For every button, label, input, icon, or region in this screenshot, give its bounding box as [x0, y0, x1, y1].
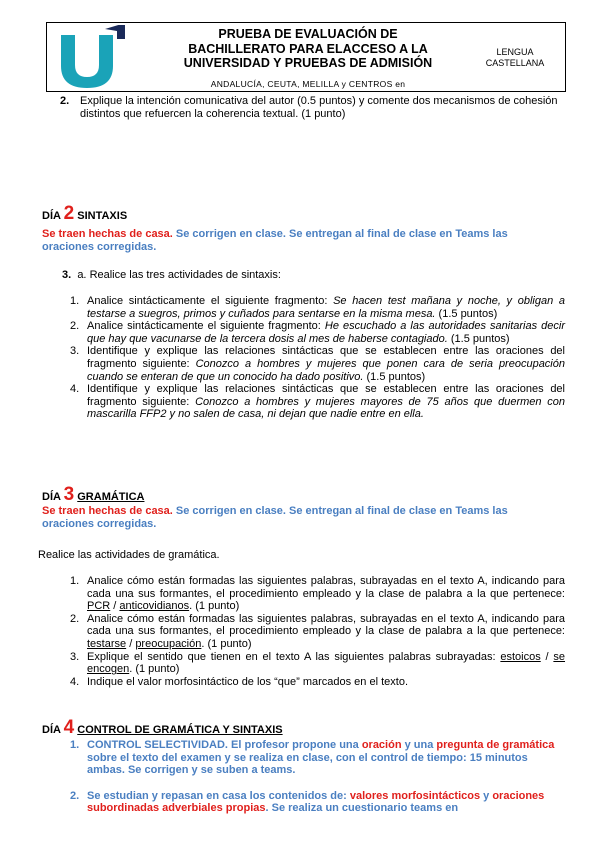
- exam-region: ANDALUCÍA, CEUTA, MELILLA y CENTROS en: [210, 79, 406, 89]
- list-item: 2. Analice sintácticamente el siguiente fragmento: He escuchado a las autoridades sanitarias decir que hay que vacunarse de la tercera dosis al mes de haberse contagiado. (1.5 puntos): [70, 320, 565, 345]
- syntax-list: [70, 295, 566, 421]
- list-item: 1. CONTROL SELECTIVIDAD. El profesor propone una oración y una pregunta de gramática sobre el texto del examen y se realiza en clase, con el control de tiempo: 15 minutos ambas. Se corrigen y se suben a teams.: [70, 739, 555, 777]
- exam-subject: LENGUA CASTELLANA: [485, 47, 545, 68]
- list-item: 1. Analice cómo están formadas las siguientes palabras, subrayadas en el texto A, indicando para cada una sus formantes, el procedimiento empleado y la clase de palabra a la que pertenece: PCR / anticovidianos. (1 punto): [70, 575, 565, 613]
- exam-header: [46, 22, 566, 92]
- day-3-heading: DÍA 3 GRAMÁTICA: [42, 484, 145, 505]
- question-3-intro: 3. a. Realice las tres actividades de sintaxis:: [62, 269, 281, 281]
- day-4-heading: DÍA 4 CONTROL DE GRAMÁTICA Y SINTAXIS: [42, 717, 283, 738]
- university-logo-icon: [49, 25, 141, 89]
- day-2-instructions: Se traen hechas de casa. Se corrigen en clase. Se entregan al final de clase en Teams las oraciones corregidas.: [42, 228, 508, 253]
- list-item: 1. Analice sintácticamente el siguiente fragmento: Se hacen test mañana y noche, y obligan a testarse a suegros, primos y cuñados para sentarse en la misma mesa. (1.5 puntos): [70, 295, 565, 320]
- exam-title: PRUEBA DE EVALUACIÓN DE BACHILLERATO PARA ELACCESO A LA UNIVERSIDAD Y PRUEBAS DE ADMISIÓN: [183, 27, 433, 70]
- list-item: 3. Explique el sentido que tienen en el texto A las siguientes palabras subrayadas: estoicos / se encogen. (1 punto): [70, 650, 566, 676]
- list-item: 3. Identifique y explique las relaciones sintácticas que se establecen entre las oraciones del fragmento siguiente: Conozco a hombres y mujeres que ponen cara de seria preocupación cuando se enteran de que un conocido ha dado positivo. (1.5 puntos): [70, 345, 565, 383]
- question-2: 2. Explique la intención comunicativa del autor (0.5 puntos) y comente dos mecanismos de cohesión distintos que refuercen la coherencia textual. (1 punto): [60, 95, 558, 120]
- list-item: 2. Analice cómo están formadas las siguientes palabras, subrayadas en el texto A, indicando para cada una sus formantes, el procedimiento empleado y la clase de palabra a la que pertenece: testarse / preocupación. (1 punto): [70, 612, 565, 650]
- day-2-heading: DÍA 2 SINTAXIS: [42, 203, 128, 224]
- list-item: 4. Identifique y explique las relaciones sintácticas que se establecen entre las oraciones del fragmento siguiente: Conozco a hombres y mujeres mayores de 75 años que duermen con mascarilla FFP2 y no salen de casa, ni dejan que nadie entre en ella.: [70, 383, 566, 421]
- control-list: [70, 739, 565, 815]
- list-item: 2. Se estudian y repasan en casa los contenidos de: valores morfosintácticos y oraciones subordinadas adverbiales propias. Se realiza un cuestionario teams en: [70, 789, 545, 815]
- grammar-list: [70, 575, 566, 688]
- list-item: 4. Indique el valor morfosintáctico de los “que” marcados en el texto.: [70, 675, 408, 688]
- day-3-instructions: Se traen hechas de casa. Se corrigen en clase. Se entregan al final de clase en Teams las oraciones corregidas.: [42, 505, 508, 530]
- grammar-intro: Realice las actividades de gramática.: [38, 549, 220, 561]
